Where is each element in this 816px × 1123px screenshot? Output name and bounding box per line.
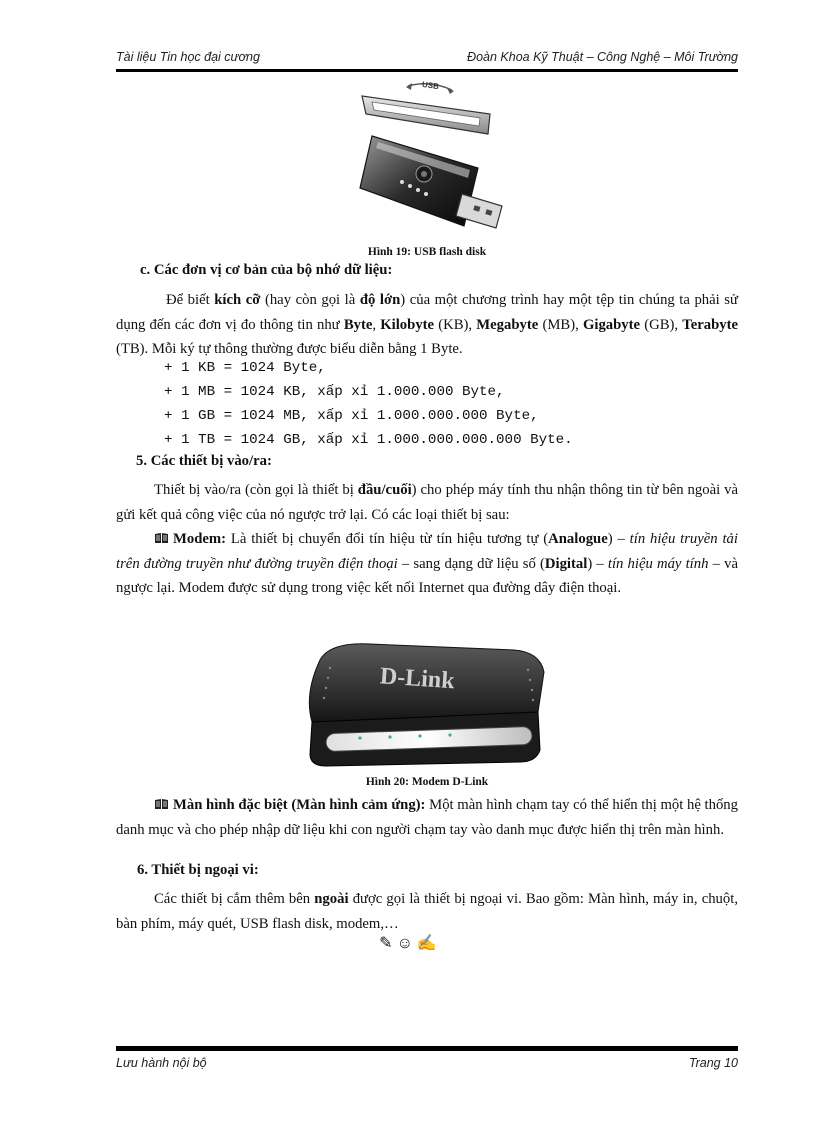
footer-rule: [116, 1046, 738, 1051]
unit-line-kb: + 1 KB = 1024 Byte,: [164, 360, 326, 376]
term-kilobyte: Kilobyte: [380, 316, 435, 333]
dlink-modem-image: [300, 638, 550, 770]
term-analogue: Analogue: [548, 531, 608, 547]
usb-flash-disk-image: [350, 76, 510, 241]
term-magnitude: độ lớn: [359, 292, 401, 308]
unit-line-tb: + 1 TB = 1024 GB, xấp xỉ 1.000.000.000.000 Byte.: [164, 432, 573, 448]
term-megabyte: Megabyte: [476, 316, 539, 333]
text-run: được gọi là thiết bị ngoại vi. Bao gồm: Màn hình, máy in, chuột, bàn phím, máy quét, USB flash disk, modem,…: [116, 891, 738, 932]
touchscreen-term: Màn hình đặc biệt (Màn hình cảm ứng):: [173, 797, 426, 813]
io-devices-paragraph: [116, 478, 738, 527]
digital-description: tín hiệu máy tính: [607, 555, 709, 572]
text-run: (hay còn gọi là: [260, 292, 360, 308]
text-run: Các thiết bị cắm thêm bên: [154, 891, 315, 907]
text-run: Để biết: [166, 292, 215, 308]
page-number: Trang 10: [688, 1056, 738, 1070]
section-5-heading: 5. Các thiết bị vào/ra:: [136, 453, 272, 469]
dlink-brand: D-Link: [379, 663, 456, 695]
text-run: (MB),: [538, 316, 583, 333]
term-gigabyte: Gigabyte: [582, 316, 641, 333]
peripherals-paragraph: [116, 887, 738, 936]
text-run: Một màn hình chạm tay có thể hiển thị một hệ thống danh mục và cho phép nhập dữ liệu khi con người chạm tay vào danh mục được hiển thị trên màn hình.: [116, 797, 738, 838]
unit-line-mb: + 1 MB = 1024 KB, xấp xỉ 1.000.000 Byte,: [164, 384, 505, 400]
footer-left: Lưu hành nội bộ: [116, 1056, 207, 1070]
ornament-symbols: ✎ ☺ ✍: [379, 935, 437, 952]
modem-term: Modem:: [173, 531, 227, 547]
units-paragraph: [116, 288, 738, 362]
term-terabyte: Terabyte: [682, 316, 739, 333]
text-run: ,: [372, 316, 381, 333]
book-bullet-icon: [154, 798, 169, 810]
term-size: kích cỡ: [214, 292, 261, 308]
section-6-heading: 6. Thiết bị ngoại vi:: [137, 862, 259, 878]
figure-19-caption: Hình 19: USB flash disk: [367, 246, 487, 258]
book-bullet-icon: [154, 532, 169, 544]
header-right: Đoàn Khoa Kỹ Thuật – Công Nghệ – Môi Trường: [467, 50, 738, 64]
touchscreen-paragraph: [116, 793, 738, 842]
figure-20-caption: Hình 20: Modem D-Link: [365, 776, 489, 788]
header-rule: [116, 69, 738, 72]
header-left: Tài liệu Tin học đại cương: [116, 50, 260, 64]
text-run: (KB),: [434, 316, 477, 333]
text-run: – và ngược lại. Modem được sử dụng trong việc kết nối Internet qua đường dây điện thoại.: [116, 555, 738, 596]
text-run: (TB). Mỗi ký tự thông thường được biểu diễn bằng 1 Byte.: [116, 341, 463, 357]
term-byte: Byte: [343, 316, 373, 333]
section-c-heading: c. Các đơn vị cơ bản của bộ nhớ dữ liệu:: [140, 262, 393, 278]
text-run: (GB),: [640, 316, 683, 333]
term-outside: ngoài: [314, 891, 349, 907]
term-terminal: đầu/cuối: [357, 482, 412, 498]
term-digital: Digital: [544, 555, 588, 572]
analogue-description: tín hiệu truyền tải trên đường truyền như đường truyền điện thoại: [116, 531, 738, 572]
text-run: ) của một chương trình hay một tệp tin chúng ta phải sử dụng đến các đơn vị đo thông tin như: [116, 292, 738, 333]
text-run: ) cho phép máy tính thu nhận thông tin từ bên ngoài và gửi kết quả công việc của nó ngược trở lại. Có các loại thiết bị sau:: [116, 482, 738, 523]
modem-paragraph: [116, 527, 738, 601]
text-run: ) –: [607, 531, 630, 547]
usb-label: USB: [421, 79, 440, 92]
text-run: ) –: [587, 555, 608, 572]
text-run: – sang dạng dữ liệu số (: [397, 555, 545, 572]
text-run: Thiết bị vào/ra (còn gọi là thiết bị: [154, 482, 358, 498]
unit-line-gb: + 1 GB = 1024 MB, xấp xỉ 1.000.000.000 Byte,: [164, 408, 539, 424]
text-run: Là thiết bị chuyển đổi tín hiệu từ tín hiệu tương tự (: [226, 531, 549, 547]
